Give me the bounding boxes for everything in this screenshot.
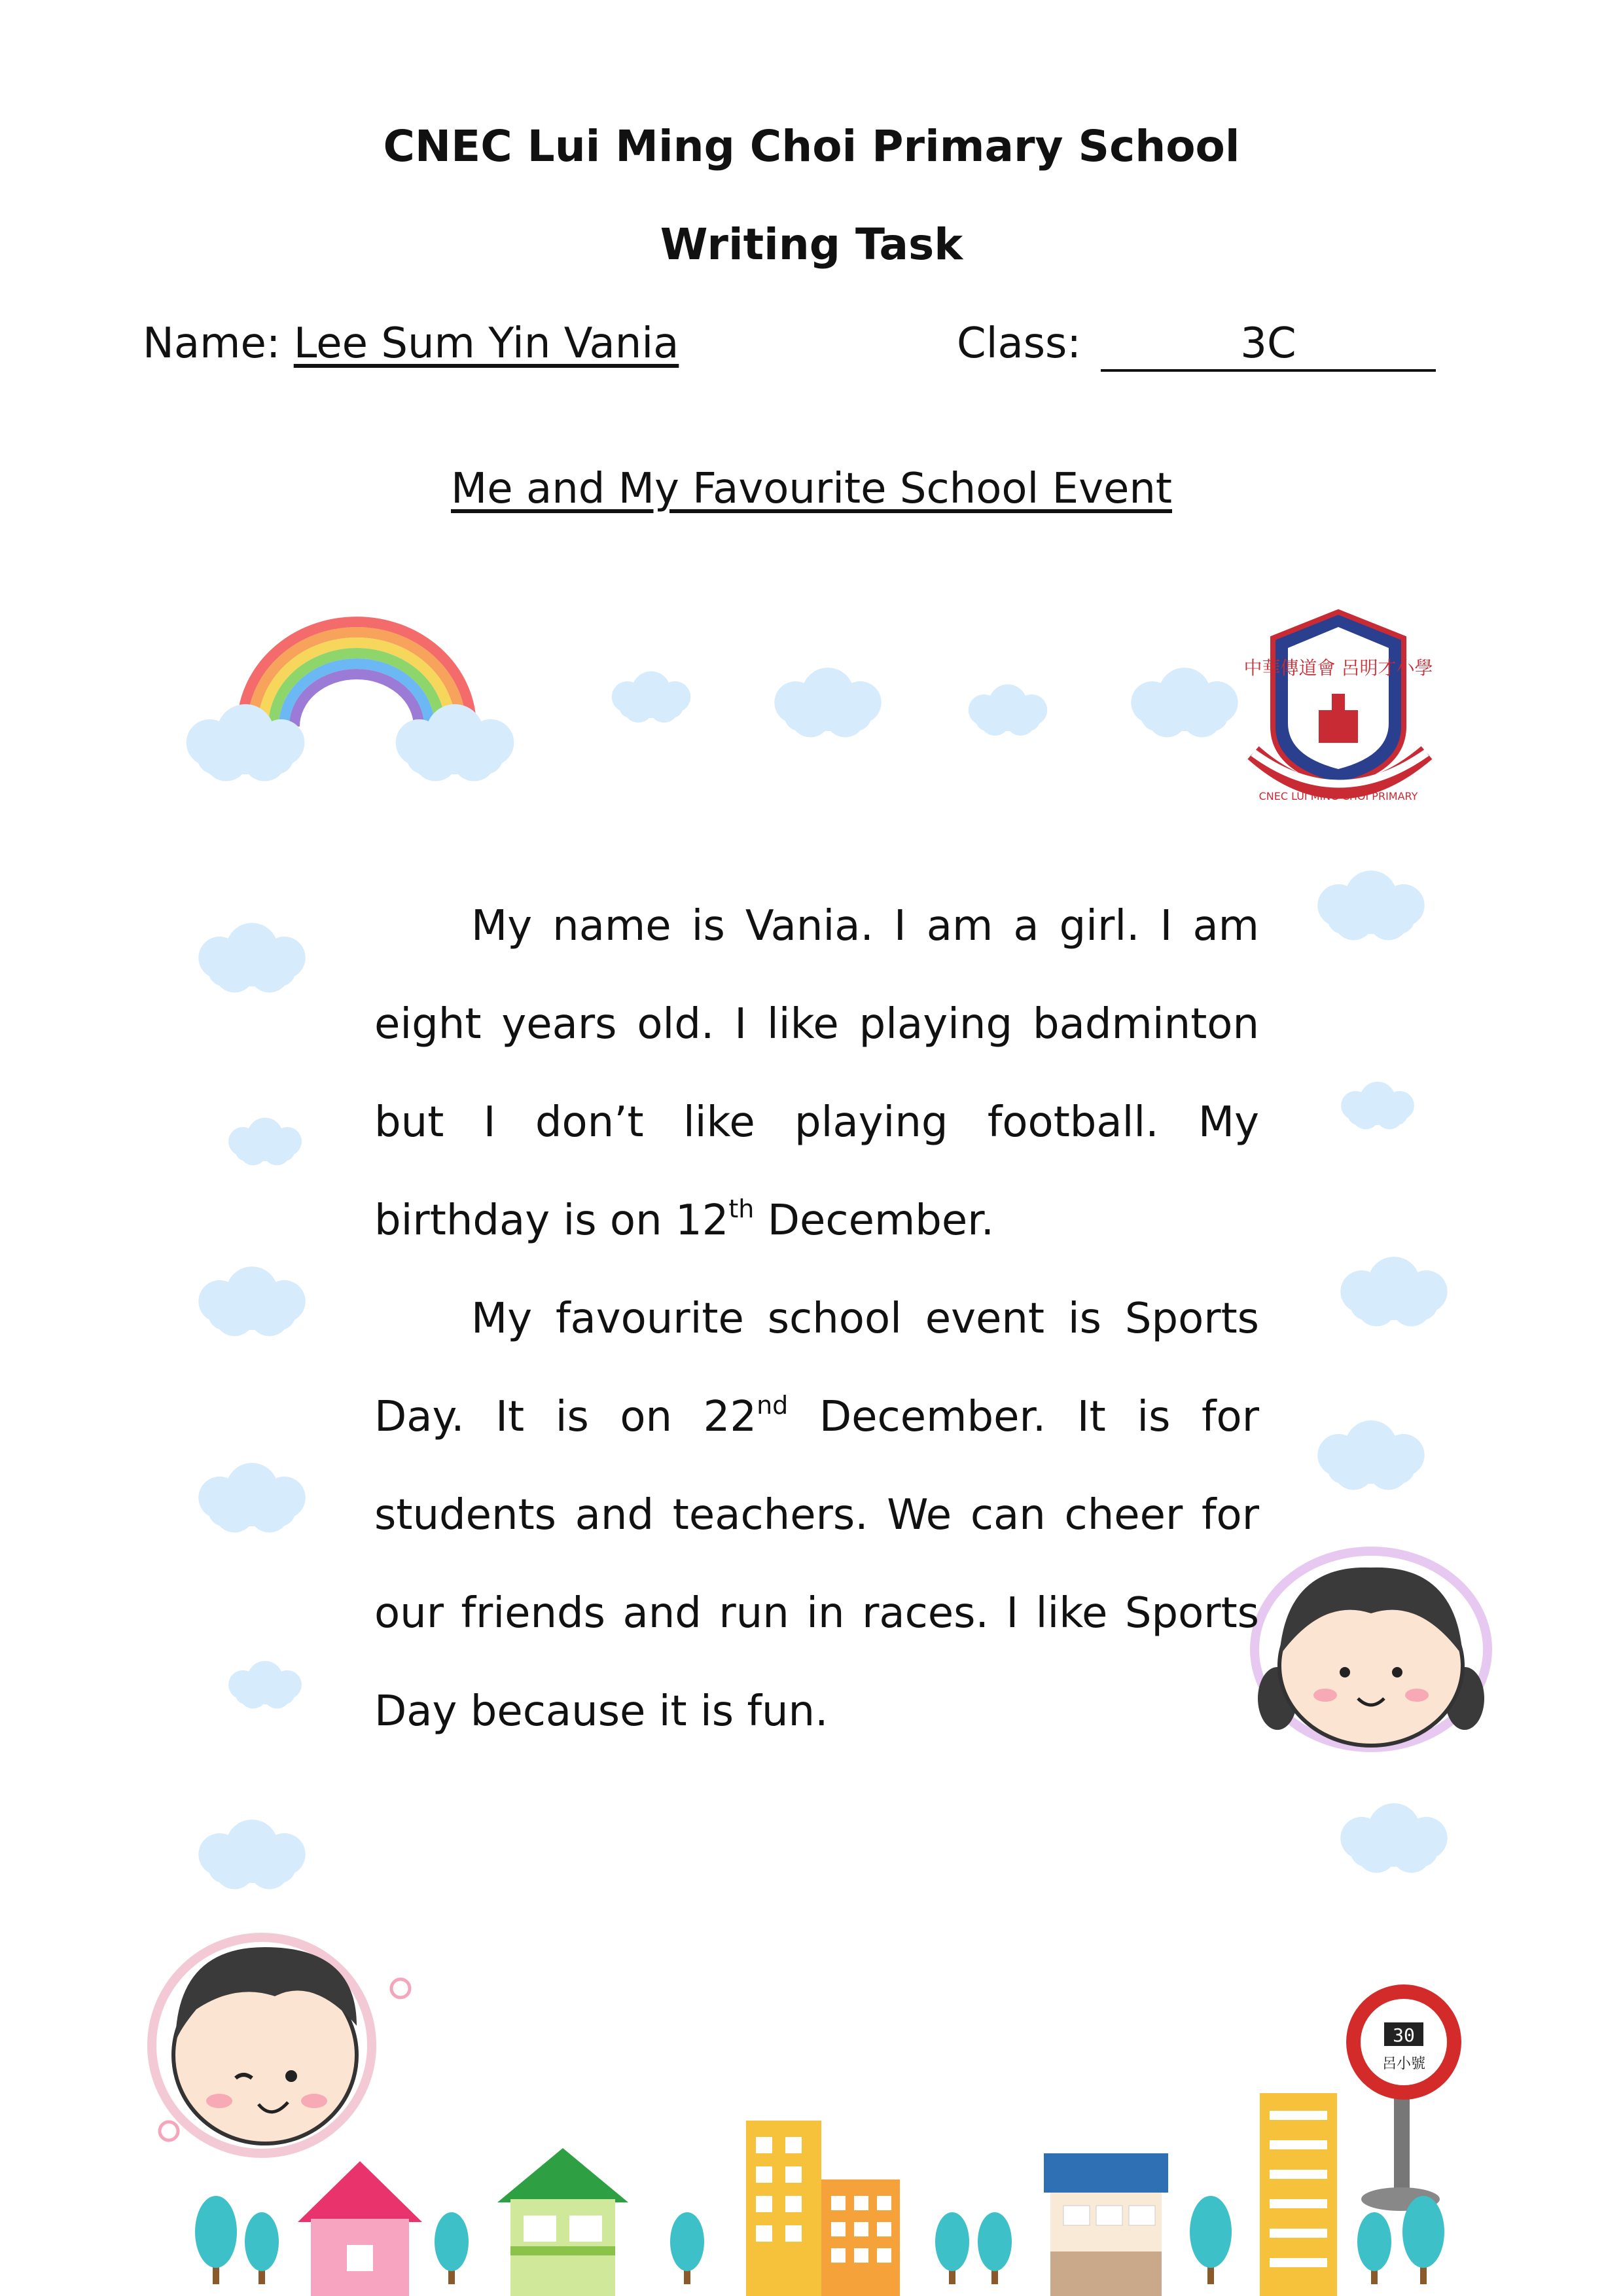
cloud-icon <box>198 923 305 992</box>
school-logo-icon <box>1244 612 1433 802</box>
class-value: 3C <box>1101 321 1436 372</box>
bus-stop-label: 呂小號 <box>1382 2056 1426 2072</box>
logo-chinese-text: 中華傳道會 呂明才小學 <box>1243 657 1433 679</box>
boy-face-icon <box>152 1937 410 2153</box>
cloud-icon <box>198 1820 305 1889</box>
name-value: Lee Sum Yin Vania <box>293 319 679 368</box>
cloud-icon <box>198 1463 305 1532</box>
essay-title: Me and My Favourite School Event <box>451 465 1172 513</box>
name-label: Name: <box>143 319 281 368</box>
school-name: CNEC Lui Ming Choi Primary School <box>383 121 1240 171</box>
bus-route-number: 30 <box>1393 2024 1415 2046</box>
essay-paragraph-2: My favourite school event is Sports Day. It is on 22nd December. It is for students and teachers. We can cheer for our friends and run in races. I like Sports Day because it is fun. <box>374 1295 1259 1736</box>
cloud-icon <box>1340 1257 1447 1326</box>
green-house-icon <box>497 2148 628 2296</box>
logo-ribbon-text: CNEC LUI MING CHOI PRIMARY <box>1258 790 1418 802</box>
tall-tower-icon <box>1260 2093 1337 2296</box>
cloud-icon <box>969 685 1047 736</box>
cloud-icon <box>1341 1082 1414 1130</box>
cloud-icon <box>612 672 690 723</box>
cloud-icon <box>1340 1803 1447 1873</box>
pink-house-icon <box>298 2161 422 2296</box>
essay-paragraph-1: My name is Vania. I am a girl. I am eight years old. I like playing badminton but I don’t like playing football. My birthday is on 12th December. <box>374 902 1259 1245</box>
task-title: Writing Task <box>660 219 963 270</box>
cloud-icon <box>1131 668 1238 737</box>
class-label: Class: <box>957 319 1081 368</box>
shop-building-icon <box>1044 2153 1168 2296</box>
essay-body <box>374 877 1259 1761</box>
girl-face-icon <box>1255 1551 1488 1748</box>
yellow-building-icon <box>746 2121 900 2296</box>
cloud-icon <box>1317 870 1424 940</box>
cloud-icon <box>228 1661 302 1709</box>
cloud-icon <box>228 1118 302 1166</box>
cloud-icon <box>198 1266 305 1336</box>
bus-stop-sign-icon <box>1346 1984 1461 2211</box>
cloud-icon <box>1317 1420 1424 1490</box>
cloud-icon <box>774 668 881 737</box>
